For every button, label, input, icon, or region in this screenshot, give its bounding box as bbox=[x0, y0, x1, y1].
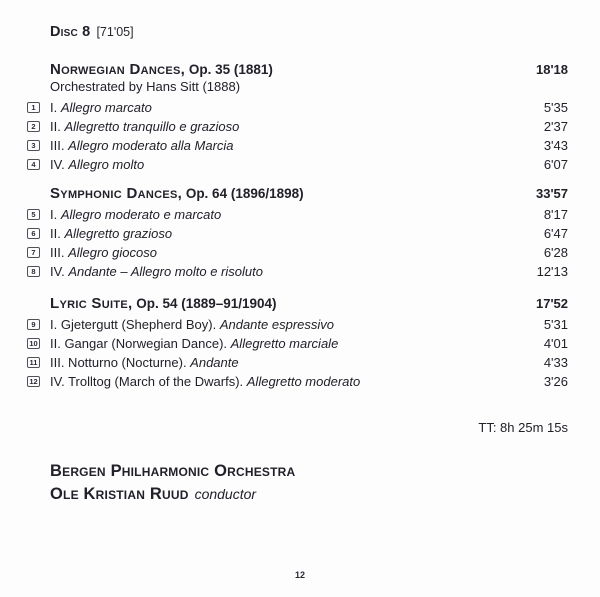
track-number-box bbox=[27, 338, 40, 349]
track-title: IV. Andante – Allegro molto e risoluto bbox=[50, 264, 263, 279]
work-header bbox=[50, 61, 568, 78]
track-title: II. Allegretto tranquillo e grazioso bbox=[50, 119, 240, 134]
work-duration: 17'52 bbox=[535, 296, 568, 311]
track-time: 8'17 bbox=[543, 207, 568, 222]
track-title: III. Notturno (Nocturne). Andante bbox=[50, 355, 239, 370]
track-title: II. Allegretto grazioso bbox=[50, 226, 173, 241]
disc-duration: [71'05] bbox=[96, 25, 134, 39]
performer-orchestra bbox=[50, 460, 568, 483]
track-number: 1 bbox=[31, 103, 36, 112]
track-number: 6 bbox=[31, 229, 36, 238]
track-number: 8 bbox=[31, 267, 36, 276]
track-title: I. Allegro moderato e marcato bbox=[50, 207, 222, 222]
track-tempo: Allegro moderato alla Marcia bbox=[68, 138, 234, 153]
track-time: 3'43 bbox=[543, 138, 568, 153]
performers-block bbox=[50, 460, 568, 506]
track-time: 6'28 bbox=[543, 245, 568, 260]
track-time: 6'07 bbox=[543, 157, 568, 172]
track-number: 2 bbox=[31, 122, 36, 131]
track-number: 10 bbox=[29, 339, 38, 348]
track-time: 3'26 bbox=[543, 374, 568, 389]
track-tempo: Andante espressivo bbox=[219, 317, 334, 332]
track-tempo: Allegretto grazioso bbox=[64, 226, 173, 241]
track-number: 3 bbox=[31, 141, 36, 150]
track-number-box bbox=[27, 209, 40, 220]
performer-conductor bbox=[50, 483, 568, 506]
track-row bbox=[27, 372, 568, 391]
track-tempo: Allegretto moderato bbox=[246, 374, 361, 389]
track-time: 5'31 bbox=[543, 317, 568, 332]
track-list bbox=[31, 205, 568, 281]
track-number-box bbox=[27, 140, 40, 151]
track-number: 12 bbox=[29, 377, 38, 386]
work-header bbox=[50, 295, 568, 312]
track-row bbox=[27, 205, 568, 224]
track-number: 4 bbox=[31, 160, 36, 169]
track-tempo: Andante – Allegro molto e risoluto bbox=[68, 264, 263, 279]
track-tempo: Allegro marcato bbox=[60, 100, 152, 115]
track-title: IV. Allegro molto bbox=[50, 157, 145, 172]
orchestra-name: Bergen Philharmonic Orchestra bbox=[50, 462, 296, 480]
work-subtitle: Orchestrated by Hans Sitt (1888) bbox=[50, 79, 241, 94]
track-number-box bbox=[27, 376, 40, 387]
track-row bbox=[27, 224, 568, 243]
track-time: 5'35 bbox=[543, 100, 568, 115]
track-title: III. Allegro giocoso bbox=[50, 245, 157, 260]
track-number-box bbox=[27, 266, 40, 277]
track-tempo: Allegretto tranquillo e grazioso bbox=[64, 119, 240, 134]
track-row bbox=[27, 117, 568, 136]
track-row bbox=[27, 136, 568, 155]
track-time: 4'01 bbox=[543, 336, 568, 351]
track-list bbox=[31, 98, 568, 174]
work-title: Lyric Suite, Op. 54 (1889–91/1904) bbox=[50, 295, 277, 312]
work-section-norwegian-dances bbox=[31, 61, 568, 174]
track-tempo: Andante bbox=[190, 355, 239, 370]
track-number-box bbox=[27, 319, 40, 330]
track-list bbox=[29, 315, 568, 391]
track-number-box bbox=[27, 121, 40, 132]
track-title: I. Gjetergutt (Shepherd Boy). Andante espressivo bbox=[50, 317, 334, 332]
track-row bbox=[27, 315, 568, 334]
track-title: I. Allegro marcato bbox=[50, 100, 152, 115]
work-title: Norwegian Dances, Op. 35 (1881) bbox=[50, 61, 273, 78]
track-number-box bbox=[27, 228, 40, 239]
track-row bbox=[27, 243, 568, 262]
track-number: 9 bbox=[31, 320, 36, 329]
track-time: 12'13 bbox=[536, 264, 568, 279]
track-tempo: Allegretto marciale bbox=[230, 336, 339, 351]
track-row bbox=[27, 334, 568, 353]
track-title: III. Allegro moderato alla Marcia bbox=[50, 138, 234, 153]
track-row bbox=[27, 98, 568, 117]
work-section-symphonic-dances bbox=[31, 185, 568, 281]
track-title: IV. Trolltog (March of the Dwarfs). Allegretto moderato bbox=[50, 374, 361, 389]
track-number-box bbox=[27, 357, 40, 368]
track-number: 11 bbox=[29, 358, 38, 367]
disc-header bbox=[50, 25, 568, 39]
track-time: 6'47 bbox=[543, 226, 568, 241]
track-tempo: Allegro molto bbox=[68, 157, 145, 172]
track-tempo: Allegro giocoso bbox=[68, 245, 157, 260]
track-number: 7 bbox=[31, 248, 36, 257]
work-section-lyric-suite bbox=[29, 295, 568, 391]
track-title: II. Gangar (Norwegian Dance). Allegretto marciale bbox=[50, 336, 339, 351]
conductor-name: Ole Kristian Ruud bbox=[50, 485, 189, 503]
work-duration: 33'57 bbox=[535, 186, 568, 201]
track-tempo: Allegro moderato e marcato bbox=[60, 207, 222, 222]
track-row bbox=[27, 155, 568, 174]
disc-label: Disc 8 bbox=[50, 24, 91, 40]
total-time: TT: 8h 25m 15s bbox=[478, 420, 568, 435]
track-number-box bbox=[27, 247, 40, 258]
work-header bbox=[50, 185, 568, 202]
conductor-role: conductor bbox=[194, 486, 257, 502]
track-time: 4'33 bbox=[543, 355, 568, 370]
track-row bbox=[27, 262, 568, 281]
track-number: 5 bbox=[31, 210, 36, 219]
track-number-box bbox=[27, 159, 40, 170]
work-title: Symphonic Dances, Op. 64 (1896/1898) bbox=[50, 185, 304, 202]
track-row bbox=[27, 353, 568, 372]
work-duration: 18'18 bbox=[535, 62, 568, 77]
page-content bbox=[29, 24, 568, 506]
track-number-box bbox=[27, 102, 40, 113]
page-number: 12 bbox=[294, 570, 305, 580]
track-time: 2'37 bbox=[543, 119, 568, 134]
